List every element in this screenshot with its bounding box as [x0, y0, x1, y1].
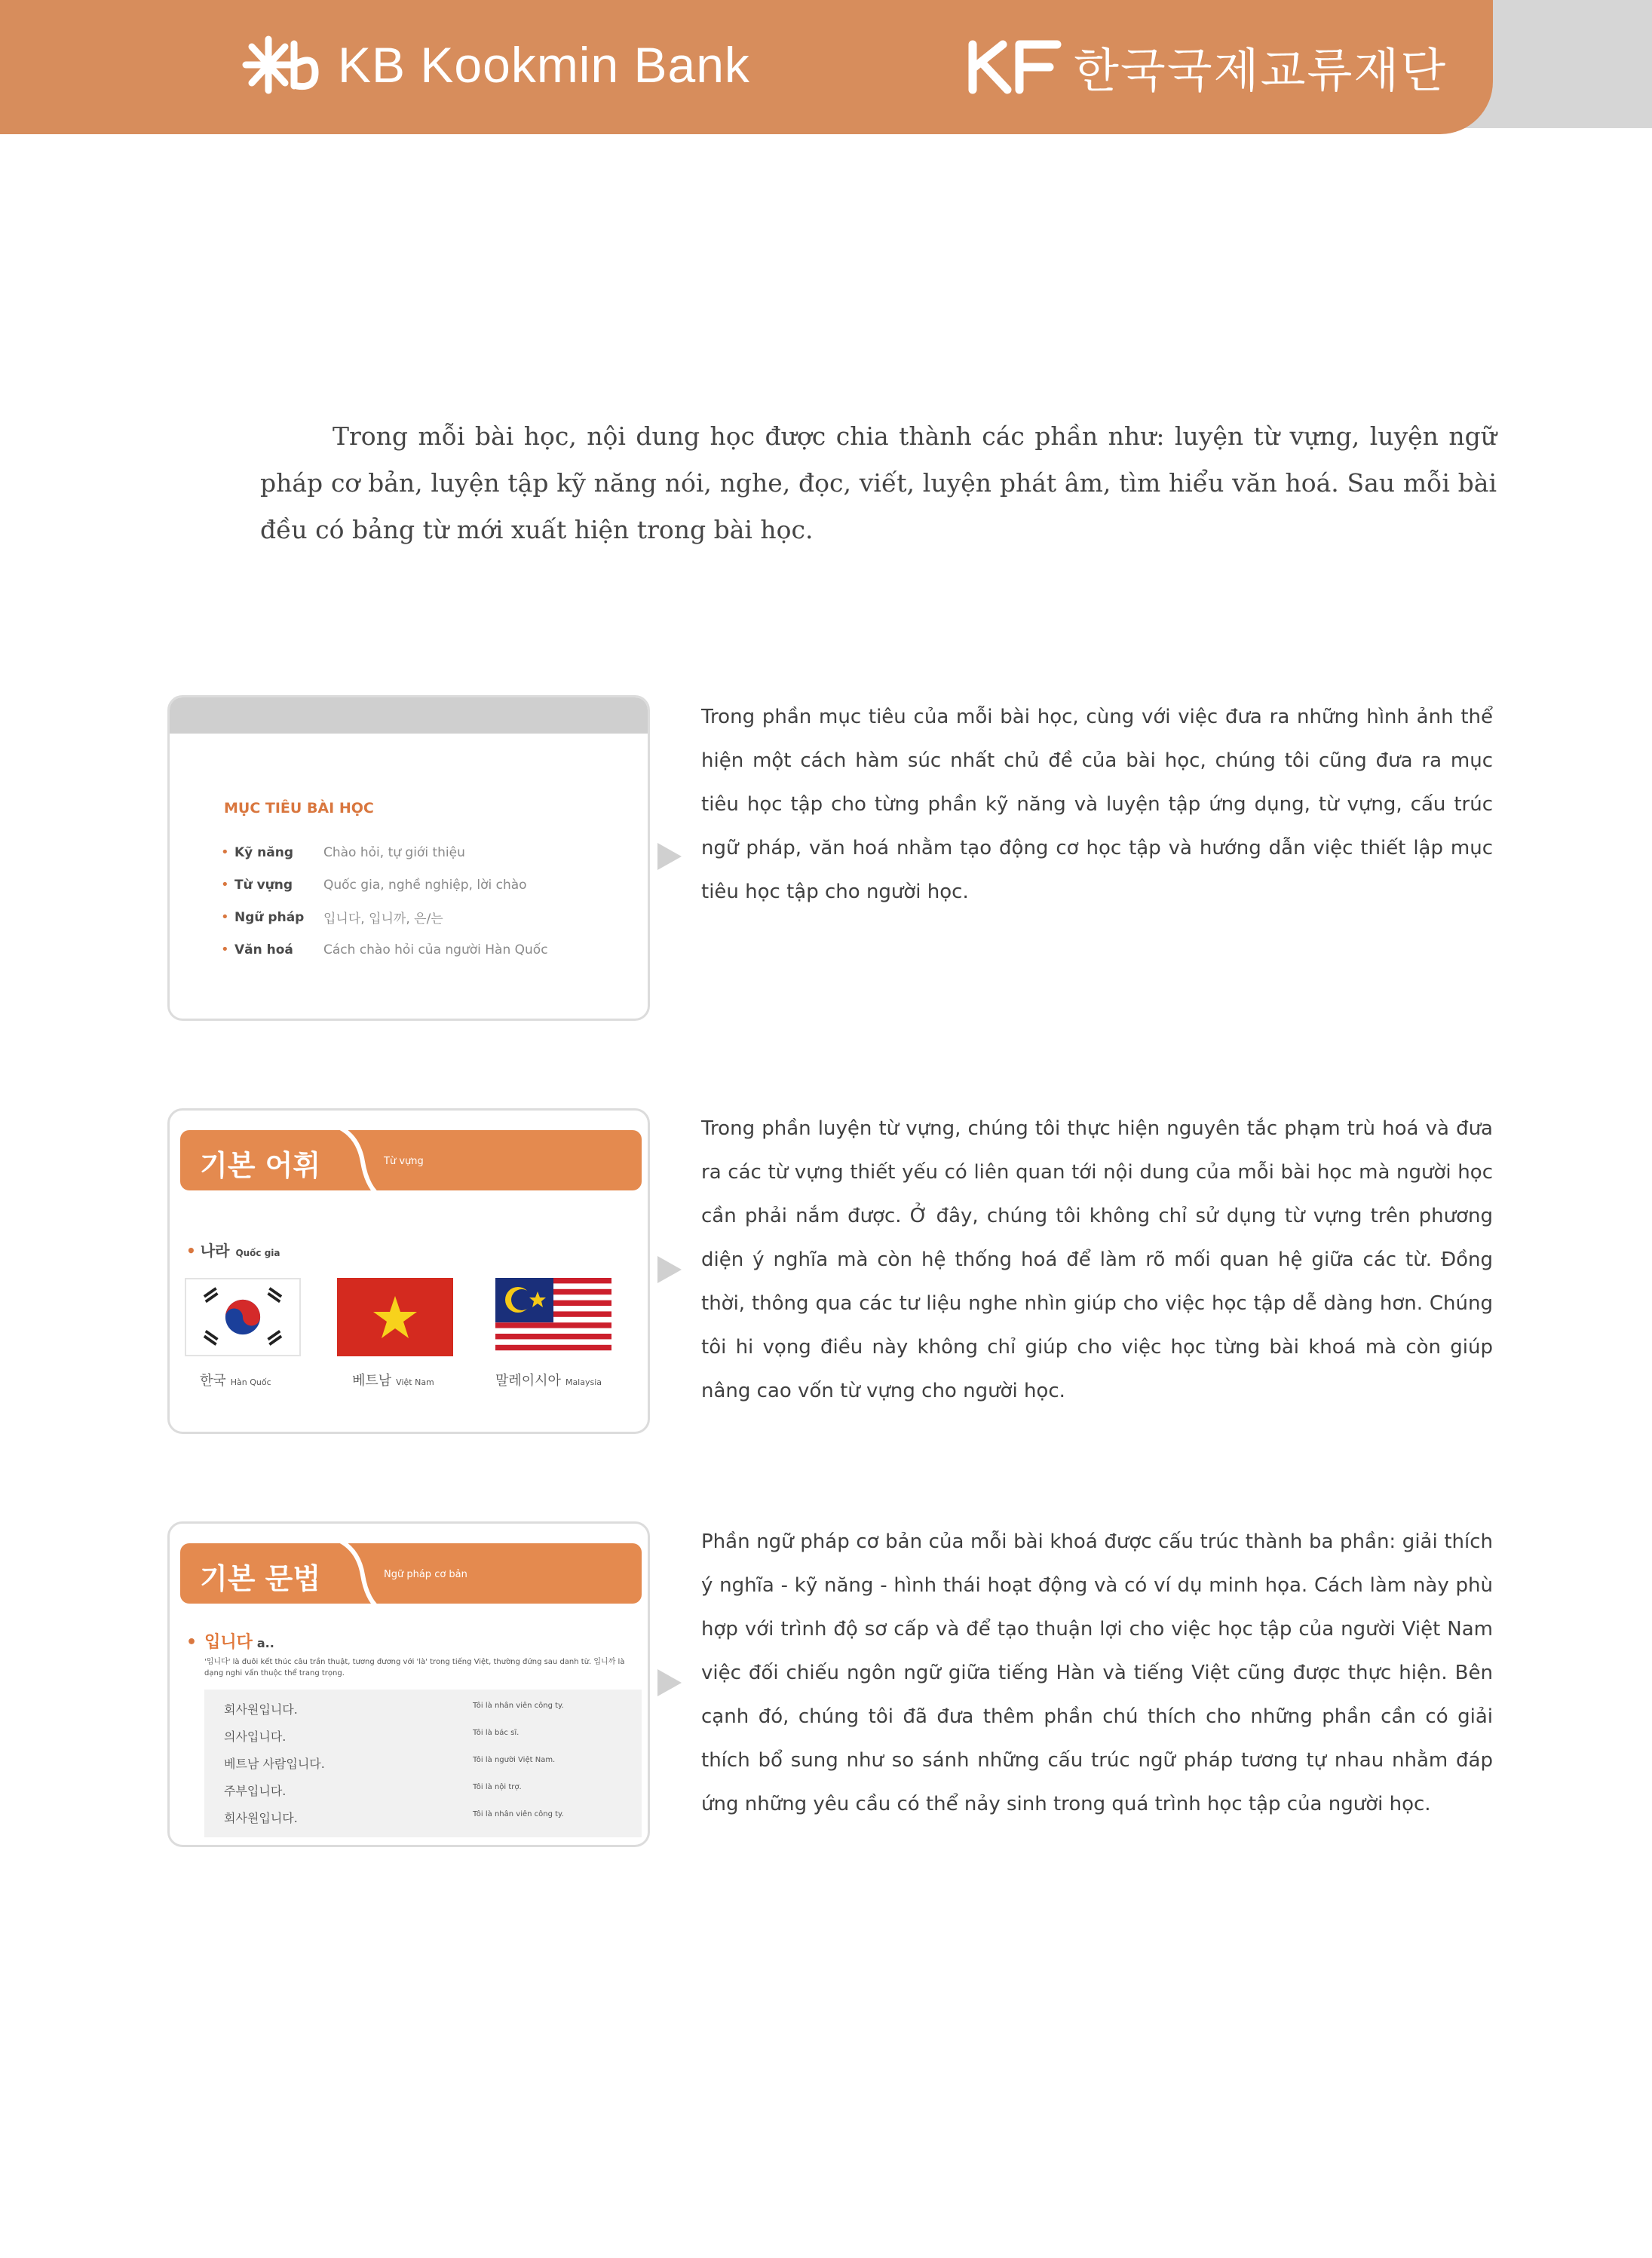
flag-caption-sublabel: Hàn Quốc: [230, 1377, 271, 1387]
flag-caption-sublabel: Việt Nam: [396, 1377, 434, 1387]
korea-flag-icon: [185, 1278, 301, 1356]
grammar-example-table: [204, 1690, 642, 1837]
triangle-arrow-icon: [656, 841, 683, 872]
example-korean: 회사원입니다.: [224, 1702, 298, 1717]
vocabulary-banner-subtitle: Từ vựng: [384, 1156, 424, 1167]
triangle-arrow-icon: [656, 1255, 683, 1285]
example-vietnamese: Tôi là bác sĩ.: [473, 1729, 520, 1737]
objective-label: Văn hoá: [234, 942, 293, 957]
example-korean: 의사입니다.: [224, 1729, 287, 1744]
objectives-list: [221, 836, 548, 966]
flag-caption-label: 말레이시아: [495, 1373, 561, 1389]
grammar-description: Phần ngữ pháp cơ bản của mỗi bài khoá được cấu trúc thành ba phần: giải thích ý nghĩa - kỹ năng - hình thái hoạt động và có ví dụ minh họa. Cách làm này phù hợp với trình độ sơ cấp và để tạo thuận lợi cho việc học tập của người Việt Nam việc đối chiếu ngôn ngữ giữa tiếng Hàn và tiếng Việt cũng được thực hiện. Bên cạnh đó, chúng tôi đã đưa thêm phần chú thích cho những phần cần có giải thích bổ sung như so sánh những cấu trúc ngữ pháp tương tự nhau nhằm đáp ứng những yêu cầu có thể nảy sinh trong quá trình học tập của người học.: [701, 1530, 1493, 1815]
kb-logo-text: KB Kookmin Bank: [338, 37, 750, 93]
objective-value: Chào hỏi, tự giới thiệu: [323, 844, 465, 860]
category-sublabel: Quốc gia: [235, 1248, 280, 1258]
grammar-thumbnail: [167, 1521, 650, 1847]
lesson-objectives-thumbnail: [167, 695, 650, 1021]
malaysia-flag-icon: [495, 1278, 611, 1356]
flag-caption-label: 베트남: [352, 1373, 392, 1389]
bullet-icon: •: [186, 1633, 198, 1652]
grammar-banner-subtitle: Ngữ pháp cơ bản: [384, 1569, 467, 1580]
kf-icon: [965, 35, 1063, 99]
intro-paragraph: Trong mỗi bài học, nội dung học được chia thành các phần như: luyện từ vựng, luyện ngữ pháp cơ bản, luyện tập kỹ năng nói, nghe, đọc, viết, luyện phát âm, tìm hiểu văn hoá. Sau mỗi bài đều có bảng từ mới xuất hiện trong bài học.: [260, 421, 1497, 544]
example-row: [224, 1754, 556, 1772]
example-row: [224, 1727, 520, 1745]
grammar-heading: [186, 1629, 274, 1653]
example-vietnamese: Tôi là nhân viên công ty.: [473, 1702, 564, 1710]
bullet-icon: •: [221, 909, 229, 925]
vocabulary-banner-title: 기본 어휘: [200, 1149, 321, 1182]
grammar-banner-title: 기본 문법: [200, 1562, 321, 1595]
example-korean: 회사원입니다.: [224, 1811, 298, 1825]
vocabulary-category: [186, 1239, 280, 1261]
flag-caption: [200, 1370, 271, 1389]
example-korean: 베트남 사람입니다.: [224, 1757, 325, 1771]
vocabulary-description: Trong phần luyện từ vựng, chúng tôi thực hiện nguyên tắc phạm trù hoá và đưa ra các từ vựng thiết yếu có liên quan tới nội dung của mỗi bài học mà người học cần phải nắm được. Ở đây, chúng tôi không chỉ sử dụng từ vựng trên phương diện ý nghĩa mà còn hệ thống hoá để làm rõ mối quan hệ giữa các từ. Đồng thời, thông qua các tư liệu nghe nhìn giúp cho việc học tập dễ dàng hơn. Chúng tôi hi vọng điều này không chỉ giúp cho việc học từng bài khoá mà còn giúp nâng cao vốn từ vựng cho người học.: [701, 1117, 1493, 1402]
grammar-heading-label: 입니다: [204, 1633, 253, 1652]
bullet-icon: •: [221, 877, 229, 893]
objective-value: 입니다, 입니까, 은/는: [323, 911, 443, 927]
flag-caption: [352, 1370, 434, 1389]
vocabulary-thumbnail: [167, 1108, 650, 1434]
objective-row: [221, 869, 548, 901]
grammar-heading-sublabel: a..: [256, 1636, 274, 1650]
flag-caption-sublabel: Malaysia: [565, 1377, 602, 1387]
thumbnail-top-bar: [170, 697, 648, 734]
bullet-icon: •: [221, 844, 229, 860]
banner-swoosh: [333, 1540, 384, 1610]
flag-caption: [495, 1370, 602, 1389]
example-row: [224, 1809, 564, 1826]
kb-kookmin-logo: [241, 33, 750, 97]
objective-label: Từ vựng: [234, 877, 293, 893]
kf-logo-text: 한국국제교류재단: [1074, 43, 1448, 98]
category-label: 나라: [200, 1242, 230, 1260]
flag-caption-label: 한국: [200, 1373, 226, 1389]
header-band: [0, 0, 1493, 134]
objective-value: Quốc gia, nghề nghiệp, lời chào: [323, 877, 527, 893]
objective-label: Ngữ pháp: [234, 909, 305, 925]
example-row: [224, 1700, 564, 1717]
objective-value: Cách chào hỏi của người Hàn Quốc: [323, 942, 548, 957]
kb-star-icon: [241, 33, 321, 97]
example-vietnamese: Tôi là nhân viên công ty.: [473, 1810, 564, 1818]
vocabulary-banner: [180, 1130, 642, 1190]
objectives-description: Trong phần mục tiêu của mỗi bài học, cùng với việc đưa ra những hình ảnh thể hiện một cách hàm súc nhất chủ đề của bài học, chúng tôi cũng đưa ra mục tiêu học tập cho từng phần kỹ năng và luyện tập ứng dụng, từ vựng, cấu trúc ngữ pháp, văn hoá nhằm tạo động cơ học tập và hướng dẫn việc thiết lập mục tiêu học tập cho người học.: [701, 706, 1493, 903]
banner-swoosh: [333, 1127, 384, 1196]
example-vietnamese: Tôi là nội trợ.: [473, 1783, 522, 1791]
bullet-icon: •: [221, 942, 229, 957]
vietnam-flag-icon: [337, 1278, 453, 1356]
objective-row: [221, 933, 548, 966]
grammar-banner: [180, 1543, 642, 1604]
example-korean: 주부입니다.: [224, 1784, 287, 1798]
objective-row: [221, 901, 548, 933]
kf-logo: [965, 33, 1447, 100]
grammar-note: '입니다' là đuôi kết thúc câu trần thuật, tương đương với 'là' trong tiếng Việt, thường đứng sau danh từ. 입니까 là dạng nghi vấn thuộc thể trang trọng.: [204, 1658, 625, 1677]
objectives-title: MỤC TIÊU BÀI HỌC: [224, 800, 374, 816]
objective-label: Kỹ năng: [234, 844, 294, 860]
objective-row: [221, 836, 548, 869]
example-vietnamese: Tôi là người Việt Nam.: [473, 1756, 556, 1764]
triangle-arrow-icon: [656, 1668, 683, 1698]
example-row: [224, 1782, 522, 1799]
bullet-icon: •: [186, 1242, 196, 1260]
